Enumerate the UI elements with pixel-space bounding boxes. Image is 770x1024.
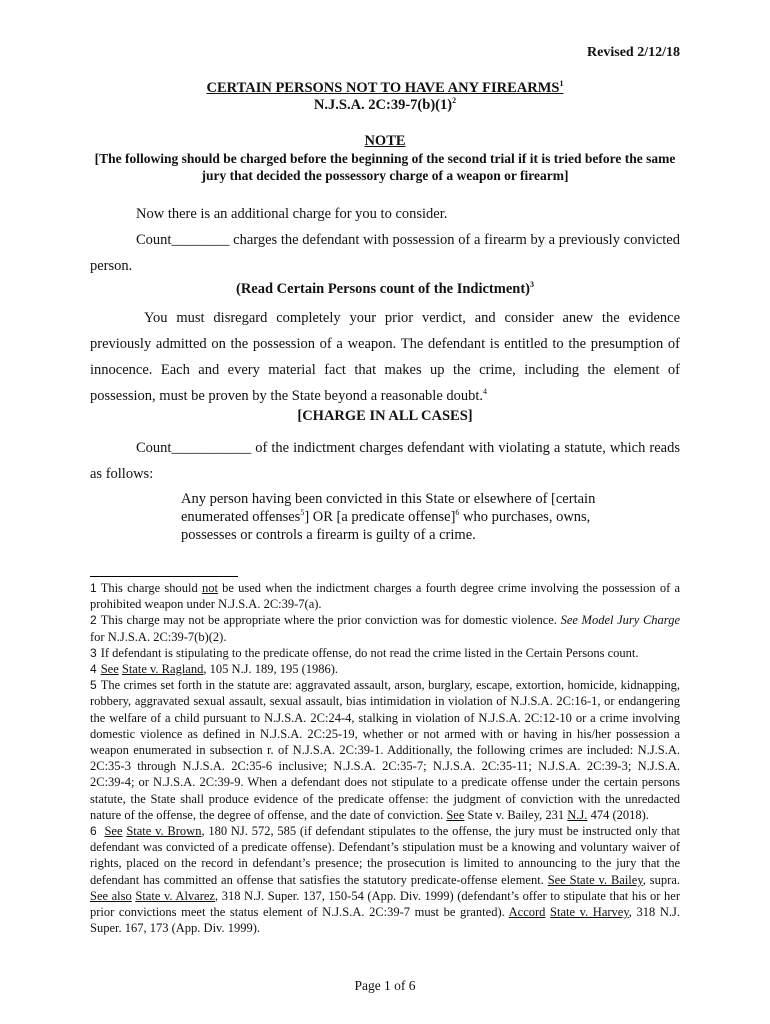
page-number: Page 1 of 6 <box>354 978 416 993</box>
case-citation: State v. Harvey <box>550 905 629 920</box>
footnote-number: 2 <box>90 613 97 628</box>
case-citation: State v. Alvarez <box>135 888 215 903</box>
case-citation: See State v. Bailey <box>547 872 643 887</box>
read-indictment-text: (Read Certain Persons count of the Indictment) <box>236 281 530 297</box>
paragraph-text: You must disregard completely your prior verdict, and consider anew the evidence previously admitted on the possession of a weapon. The defendant is entitled to the presumption of innocence. Each and every material fact that makes up the crime, including the element of possession, must be proven by the State beyond a reasonable doubt. <box>90 310 680 404</box>
footnotes <box>90 580 680 936</box>
footnote-ref[interactable]: 5 <box>300 508 305 518</box>
footnote-3 <box>90 645 680 661</box>
footnote-text: State v. Bailey, 231 <box>464 807 568 822</box>
footnote-text: See also <box>90 888 132 903</box>
note-text: [The following should be charged before the beginning of the second trial if it is tried before the same jury that decided the possessory charge of a weapon or firearm] <box>94 151 676 183</box>
footnote-text: This charge should <box>100 581 202 595</box>
footnote-text: be used when the indictment charges a fourth degree crime involving the possession of a prohibited weapon under N.J.S.A. 2C:39-7(a). <box>90 581 680 612</box>
footnote-text: , 318 N.J. Super. 137, 150-54 (App. Div. 1999) (defendant’s offer to stipulate that his or her prior convictions meet the status element of N.J.S.A. 2C:39-7 must be granted). <box>90 888 680 920</box>
footnote-text: See <box>100 662 119 677</box>
footnote-2 <box>90 612 680 644</box>
footnote-text: See <box>446 807 465 822</box>
footnote-text: for N.J.S.A. 2C:39-7(b)(2). <box>90 629 227 644</box>
footnote-6 <box>90 823 680 936</box>
statute-quote <box>181 490 621 544</box>
footnote-divider <box>90 576 238 577</box>
footnote-ref[interactable]: 2 <box>452 96 457 106</box>
paragraph: Count___________ of the indictment charges defendant with violating a statute, which reads as follows: <box>90 440 680 482</box>
footnote-text: N.J. <box>567 807 588 822</box>
statute-citation-text: N.J.S.A. 2C:39-7(b)(1) <box>313 97 453 113</box>
paragraph: Count________ charges the defendant with possession of a firearm by a previously convicted person. <box>90 232 680 274</box>
footnote-number: 5 <box>90 678 97 693</box>
footnote-text: See <box>104 824 123 839</box>
footnote-5 <box>90 677 680 823</box>
footnote-text: not <box>201 581 218 595</box>
footnote-text: , 318 N.J. Super. 167, 173 (App. Div. 1999). <box>90 905 680 936</box>
footnote-text: , supra. <box>642 872 680 887</box>
footnote-1 <box>90 580 680 612</box>
footnote-text: If defendant is stipulating to the predicate offense, do not read the crime listed in the Certain Persons count. <box>100 645 639 660</box>
footnote-text: Accord <box>508 905 546 920</box>
charge-title <box>0 80 770 97</box>
read-indictment-heading <box>0 281 770 298</box>
footnote-4 <box>90 661 680 677</box>
note-heading: NOTE <box>364 133 406 149</box>
footnote-text: , 180 NJ. 572, 585 (if defendant stipulates to the offense, the jury must be instructed only that defendant was convicted of a predicate offense). Defendant’s stipulation must be a knowing and voluntary waiver of rights, placed on the record in defendant’s presence; the prosecution is limited to announcing to the jury that the defendant has committed an offense that satisfies the statutory predicate-offense element. <box>90 824 681 887</box>
quote-text: who purchases, owns, possesses or controls a firearm is guilty of a crime. <box>181 509 591 543</box>
footnote-ref[interactable]: 4 <box>483 387 488 397</box>
footnote-text: This charge may not be appropriate where the prior conviction was for domestic violence. <box>100 613 561 628</box>
paragraph <box>90 305 680 409</box>
case-citation: State v. Ragland <box>121 662 204 677</box>
footnote-text: The crimes set forth in the statute are: aggravated assault, arson, burglary, escape, extortion, homicide, kidnapping, robbery, aggravated sexual assault, sexual assault, bias intimidation in violation of N.J.S.A. 2C:16-1, or endangering the welfare of a child pursuant to N.J.S.A. 2C:24-4, stalking in violation of N.J.S.A. 2C:12-10 or a crime involving domestic violence as defined in N.J.S.A. 2C:25-19, whether or not armed with or having in his/her possession a weapon enumerated in subsection r. of N.J.S.A. 2C:39-1. Additionally, the following crimes are included: N.J.S.A. 2C:35-3 through N.J.S.A. 2C:35-6 inclusive; N.J.S.A. 2C:35-7; N.J.S.A. 2C:35-11; N.J.S.A. 2C:39-3; N.J.S.A. 2C:39-4; or N.J.S.A. 2C:39-9. When a defendant does not stipulate to a predicate offense under the certain persons statute, the State shall produce evidence of the predicate offense: the judgment of conviction with the unredacted nature of the offense, the degree of offense, and the date of conviction. <box>90 678 680 822</box>
statute-citation <box>0 97 770 114</box>
paragraph: Now there is an additional charge for you to consider. <box>136 206 448 222</box>
quote-text: ] OR [a predicate offense] <box>304 509 456 525</box>
footnote-text: See Model Jury Charge <box>560 613 680 628</box>
case-citation: State v. Brown <box>126 824 202 839</box>
charge-all-cases-heading: [CHARGE IN ALL CASES] <box>297 408 473 424</box>
footnote-number: 4 <box>90 662 97 677</box>
footnote-ref[interactable]: 3 <box>530 280 534 290</box>
footnote-number: 6 <box>90 824 97 839</box>
footnote-number: 1 <box>90 581 97 595</box>
footnote-ref[interactable]: 6 <box>455 508 460 518</box>
revision-date: Revised 2/12/18 <box>587 45 680 60</box>
quote-text: Any person having been convicted in this State or elsewhere of [certain enumerated offenses <box>181 491 596 525</box>
footnote-text: 474 (2018). <box>587 807 649 822</box>
footnote-number: 3 <box>90 645 97 660</box>
footnote-text: , 105 N.J. 189, 195 (1986). <box>203 662 339 677</box>
charge-title-text: CERTAIN PERSONS NOT TO HAVE ANY FIREARMS <box>206 80 560 96</box>
footnote-ref[interactable]: 1 <box>559 79 564 89</box>
